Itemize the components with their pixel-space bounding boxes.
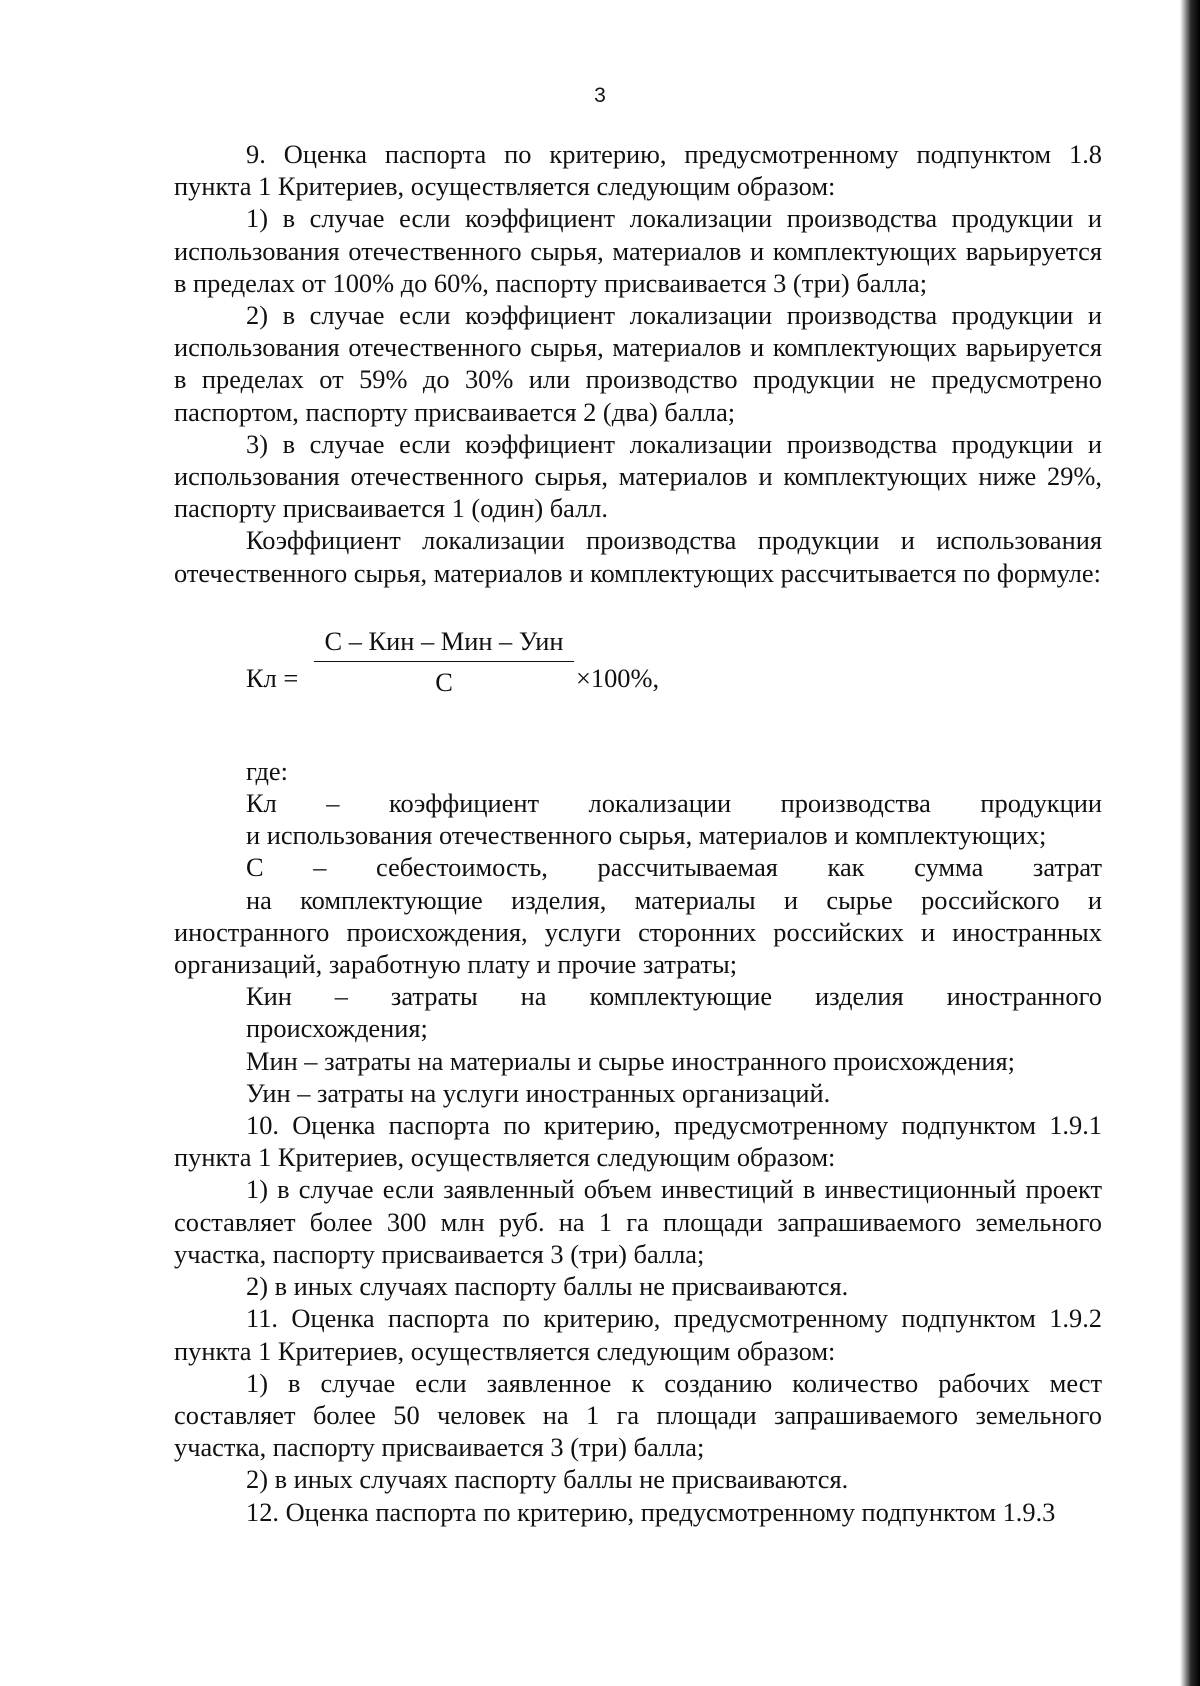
formula-fraction	[314, 625, 574, 698]
definition-kl-cont: и использования отечественного сырья, материалов и комплектующих;	[246, 820, 1047, 851]
document-body	[174, 138, 1102, 1528]
definition-c: С – себестоимость, рассчитываемая как сумма затрат	[246, 852, 1102, 883]
definition-uin: Уин – затраты на услуги иностранных организаций.	[246, 1077, 831, 1108]
definition-kl: Кл – коэффициент локализации производства продукции	[246, 788, 1102, 819]
localization-formula	[174, 625, 1102, 733]
paragraph-9-item-1: 1) в случае если коэффициент локализации производства продукции и использования отечественного сырья, материалов и комплектующих варьируется в пределах от 100% до 60%, паспорту присваивается 3 (три) балла;	[174, 203, 1102, 298]
paragraph-9-item-3: 3) в случае если коэффициент локализации производства продукции и использования отечественного сырья, материалов и комплектующих ниже 29%, паспорту присваивается 1 (один) балл.	[174, 428, 1102, 524]
definition-min: Мин – затраты на материалы и сырье иностранного происхождения;	[246, 1045, 1015, 1076]
paragraph-9-item-2: 2) в случае если коэффициент локализации производства продукции и использования отечественного сырья, материалов и комплектующих варьируется в пределах от 59% до 30% или производство продукции не предусмотрено паспортом, паспорту присваивается 2 (два) балла;	[174, 300, 1102, 427]
paragraph-11-item-2: 2) в иных случаях паспорту баллы не присваиваются.	[246, 1464, 849, 1495]
scan-edge-shadow	[1180, 0, 1200, 1686]
where-label: где:	[246, 755, 288, 786]
formula-denominator: С	[435, 667, 453, 698]
paragraph-10-item-1: 1) в случае если заявленный объем инвестиций в инвестиционный проект составляет более 300 млн руб. на 1 га площади запрашиваемого земельного участка, паспорту присваивается 3 (три) балла;	[174, 1174, 1102, 1269]
paragraph-12: 12. Оценка паспорта по критерию, предусмотренному подпунктом 1.9.3	[246, 1496, 1056, 1527]
formula-rhs: ×100%,	[576, 662, 660, 693]
paragraph-10: 10. Оценка паспорта по критерию, предусмотренному подпунктом 1.9.1 пункта 1 Критериев, осуществляется следующим образом:	[174, 1110, 1102, 1173]
definition-kin: Кин – затраты на комплектующие изделия иностранного	[246, 981, 1102, 1012]
definition-kin-cont: происхождения;	[246, 1013, 428, 1044]
formula-lhs: Кл =	[246, 662, 299, 693]
paragraph-11-item-1: 1) в случае если заявленное к созданию количество рабочих мест составляет более 50 человек на 1 га площади запрашиваемого земельного участка, паспорту присваивается 3 (три) балла;	[174, 1367, 1102, 1463]
formula-numerator: С – Кин – Мин – Уин	[324, 625, 564, 656]
definition-c-cont: на комплектующие изделия, материалы и сырье российского и иностранного происхождения, услуги сторонних российских и иностранных организаций, заработную плату и прочие затраты;	[174, 884, 1102, 980]
paragraph-10-item-2: 2) в иных случаях паспорту баллы не присваиваются.	[246, 1271, 849, 1302]
paragraph-11: 11. Оценка паспорта по критерию, предусмотренному подпунктом 1.9.2 пункта 1 Критериев, осуществляется следующим образом:	[174, 1303, 1102, 1366]
page-number: 3	[594, 84, 606, 107]
formula-intro: Коэффициент локализации производства продукции и использования отечественного сырья, материалов и комплектующих рассчитывается по формуле:	[174, 525, 1102, 588]
paragraph-9: 9. Оценка паспорта по критерию, предусмотренному подпунктом 1.8 пункта 1 Критериев, осуществляется следующим образом:	[174, 139, 1102, 202]
